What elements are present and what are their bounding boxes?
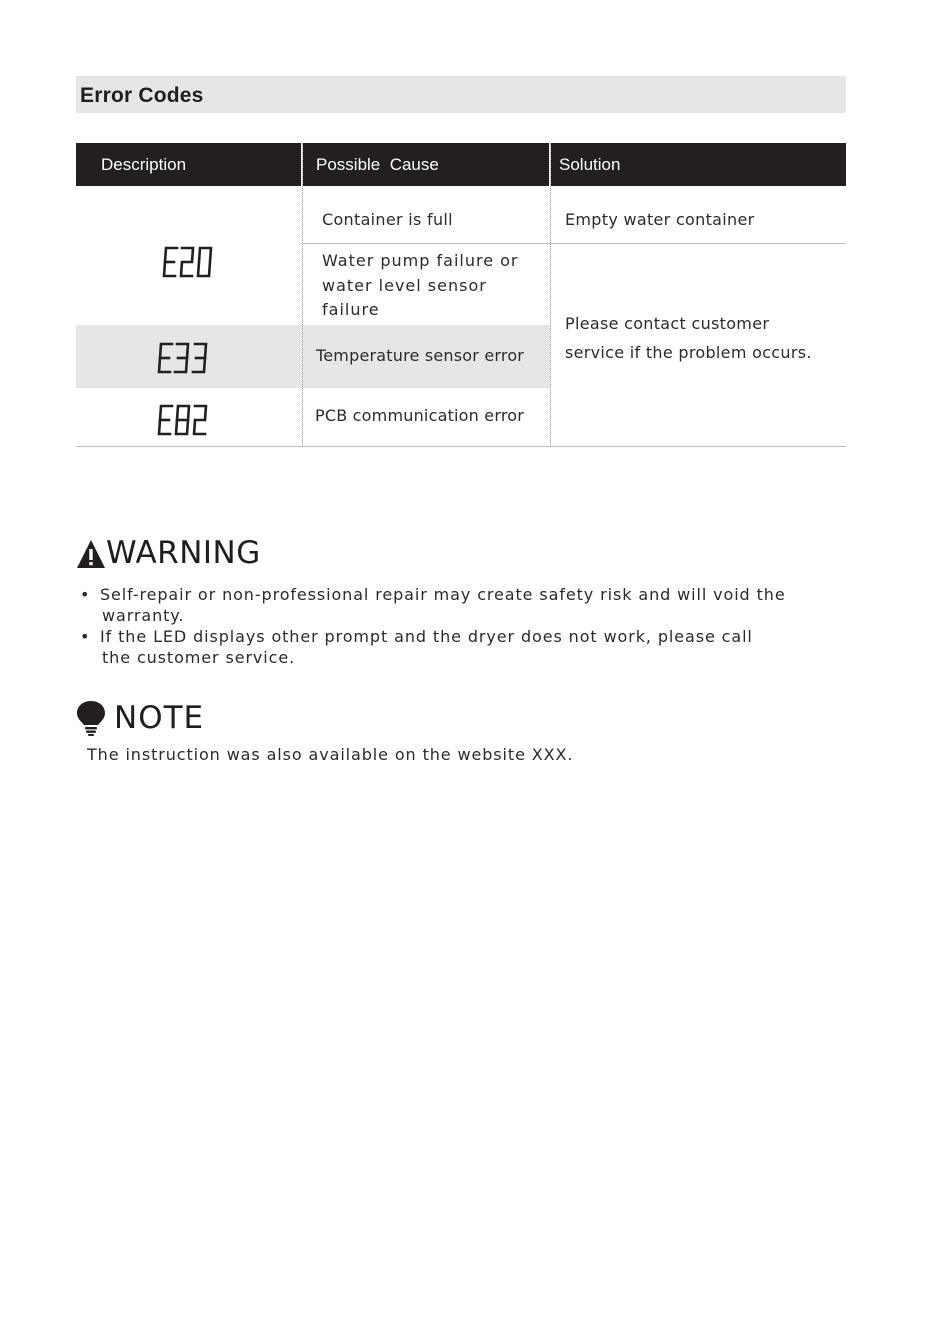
header-cause (303, 143, 549, 186)
header-description (76, 143, 301, 186)
row-divider (303, 243, 846, 244)
warning-bullet-1-continuation: warranty. (102, 606, 185, 625)
lightbulb-icon (76, 700, 106, 736)
cause-container-full: Container is full (322, 210, 453, 229)
section-title-bar (76, 76, 846, 113)
solution-contact-line2: service if the problem occurs. (565, 343, 812, 362)
warning-bullet-2-text: If the LED displays other prompt and the dryer does not work, please call (100, 627, 753, 646)
segment-display-e20-icon (162, 246, 222, 278)
note-text: The instruction was also available on the website XXX. (87, 745, 574, 764)
section-title: Error Codes (80, 84, 204, 107)
cause-pump-failure-line1: Water pump failure or (322, 251, 519, 270)
error-code-e82 (157, 404, 217, 436)
segment-display-e33-icon (157, 342, 217, 374)
segment-display-e82-icon (157, 404, 217, 436)
warning-triangle-icon (76, 539, 106, 569)
column-divider (550, 143, 551, 447)
error-code-e20 (162, 246, 222, 278)
solution-contact-line1: Please contact customer (565, 314, 770, 333)
column-divider (302, 143, 303, 447)
solution-empty-container: Empty water container (565, 210, 755, 229)
header-solution-label: Solution (559, 155, 621, 174)
cause-pump-failure-line3: failure (322, 300, 380, 319)
header-solution (551, 143, 846, 186)
cause-pcb-communication: PCB communication error (315, 406, 525, 425)
error-code-e33 (157, 342, 217, 374)
cause-pump-failure-line2: water level sensor (322, 276, 487, 295)
warning-heading-text: WARNING (106, 535, 261, 571)
note-heading-text: NOTE (114, 700, 205, 736)
header-description-label: Description (101, 155, 187, 174)
warning-bullet-2-continuation: the customer service. (102, 648, 296, 667)
header-cause-label: Possible Cause (316, 155, 439, 174)
cause-temperature-sensor: Temperature sensor error (316, 346, 525, 365)
table-bottom-border (76, 446, 846, 447)
warning-bullet-1-text: Self-repair or non-professional repair may create safety risk and will void the (100, 585, 786, 604)
